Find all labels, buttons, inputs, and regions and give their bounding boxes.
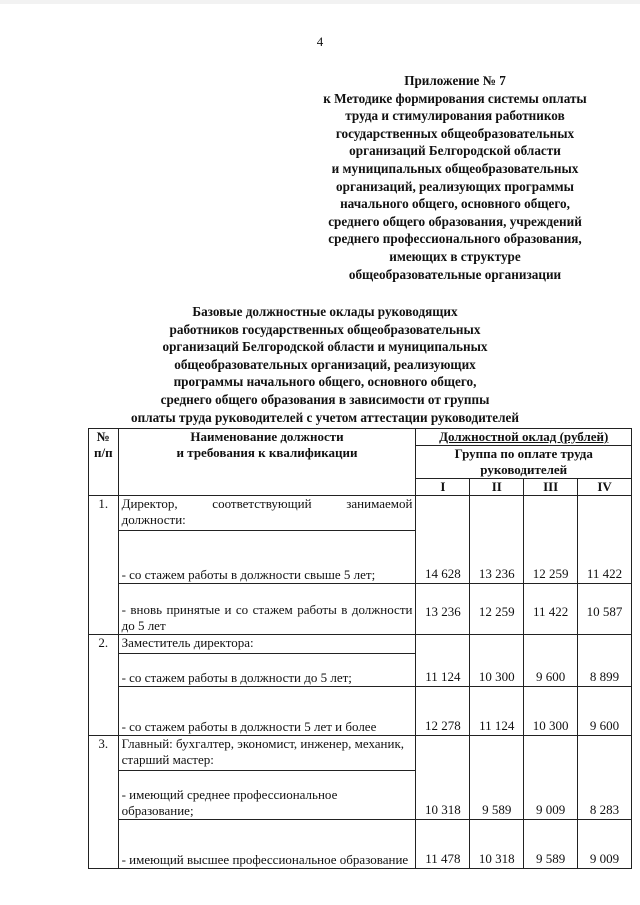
appendix-line: Приложение № 7: [404, 73, 506, 88]
salary-value: 10 587: [578, 584, 632, 635]
position-title: Главный: бухгалтер, экономист, инженер, механик, старший мастер:: [118, 736, 416, 771]
table-row: [89, 635, 632, 654]
appendix-line: организаций, реализующих программы: [336, 178, 574, 194]
row-number: 1.: [89, 496, 119, 635]
title-line: оплаты труда руководителей с учетом аттестации руководителей: [131, 409, 519, 425]
header-salary: Должностной оклад (рублей): [416, 429, 632, 446]
salary-value: 12 278: [416, 687, 470, 736]
document-title: [100, 303, 550, 426]
salary-value: 8 283: [578, 736, 632, 820]
table-row: [89, 736, 632, 771]
salary-value: 9 600: [578, 687, 632, 736]
salary-value: 11 124: [470, 687, 524, 736]
appendix-line: организаций Белгородской области: [349, 143, 561, 159]
position-title: Заместитель директора:: [118, 635, 416, 654]
header-position: Наименование должности и требования к квалификации: [118, 429, 416, 496]
salary-value: 11 124: [416, 635, 470, 687]
appendix-line: общеобразовательные организации: [348, 266, 562, 282]
salary-value: 9 589: [470, 736, 524, 820]
title-line: организаций Белгородской области и муниципальных: [162, 339, 488, 355]
salary-value: 9 009: [524, 736, 578, 820]
header-group: Группа по оплате труда руководителей: [416, 446, 632, 479]
appendix-heading: [294, 72, 616, 283]
appendix-line: среднего общего образования, учреждений: [328, 213, 582, 229]
header-group-4: IV: [578, 479, 632, 496]
appendix-line: среднего профессионального образования,: [328, 231, 582, 247]
appendix-line: начального общего, основного общего,: [340, 196, 570, 212]
salary-value: 11 422: [524, 584, 578, 635]
position-title: Директор, соответствующий занимаемой должности:: [118, 496, 416, 531]
title-line: среднего общего образования в зависимости от группы: [160, 391, 490, 407]
row-number: 3.: [89, 736, 119, 869]
salary-value: 11 422: [578, 496, 632, 584]
salary-value: 13 236: [416, 584, 470, 635]
table-row: [89, 584, 632, 635]
salary-table: [88, 428, 632, 869]
page-number: 4: [316, 34, 324, 49]
position-requirement: - имеющий высшее профессиональное образование: [118, 820, 416, 869]
title-line: общеобразовательных организаций, реализующих: [174, 356, 476, 372]
header-num: № п/п: [89, 429, 119, 496]
appendix-line: имеющих в структуре: [389, 248, 521, 264]
table-row: [89, 687, 632, 736]
salary-value: 13 236: [470, 496, 524, 584]
salary-value: 9 600: [524, 635, 578, 687]
position-requirement: - вновь принятые и со стажем работы в должности до 5 лет: [118, 584, 416, 635]
appendix-line: государственных общеобразовательных: [335, 125, 575, 141]
header-group-1: I: [416, 479, 470, 496]
row-number: 2.: [89, 635, 119, 736]
scan-top-edge: [0, 0, 640, 4]
salary-value: 11 478: [416, 820, 470, 869]
table-row: [89, 820, 632, 869]
salary-value: 8 899: [578, 635, 632, 687]
position-requirement: - имеющий среднее профессиональное образование;: [118, 771, 416, 820]
salary-value: 10 318: [416, 736, 470, 820]
salary-value: 10 318: [470, 820, 524, 869]
title-line: Базовые должностные оклады руководящих: [192, 304, 458, 319]
header-group-2: II: [470, 479, 524, 496]
salary-value: 14 628: [416, 496, 470, 584]
position-requirement: - со стажем работы в должности свыше 5 лет;: [118, 531, 416, 584]
position-requirement: - со стажем работы в должности до 5 лет;: [118, 654, 416, 687]
salary-value: 9 589: [524, 820, 578, 869]
salary-value: 9 009: [578, 820, 632, 869]
position-requirement: - со стажем работы в должности 5 лет и более: [118, 687, 416, 736]
salary-value: 12 259: [524, 496, 578, 584]
header-group-3: III: [524, 479, 578, 496]
appendix-line: и муниципальных общеобразовательных: [331, 160, 579, 176]
salary-value: 10 300: [524, 687, 578, 736]
title-line: работников государственных общеобразовательных: [169, 321, 481, 337]
appendix-line: к Методике формирования системы оплаты: [323, 90, 587, 106]
title-line: программы начального общего, основного общего,: [173, 374, 477, 390]
table-row: [89, 496, 632, 531]
salary-value: 10 300: [470, 635, 524, 687]
appendix-line: труда и стимулирования работников: [345, 108, 565, 124]
salary-value: 12 259: [470, 584, 524, 635]
